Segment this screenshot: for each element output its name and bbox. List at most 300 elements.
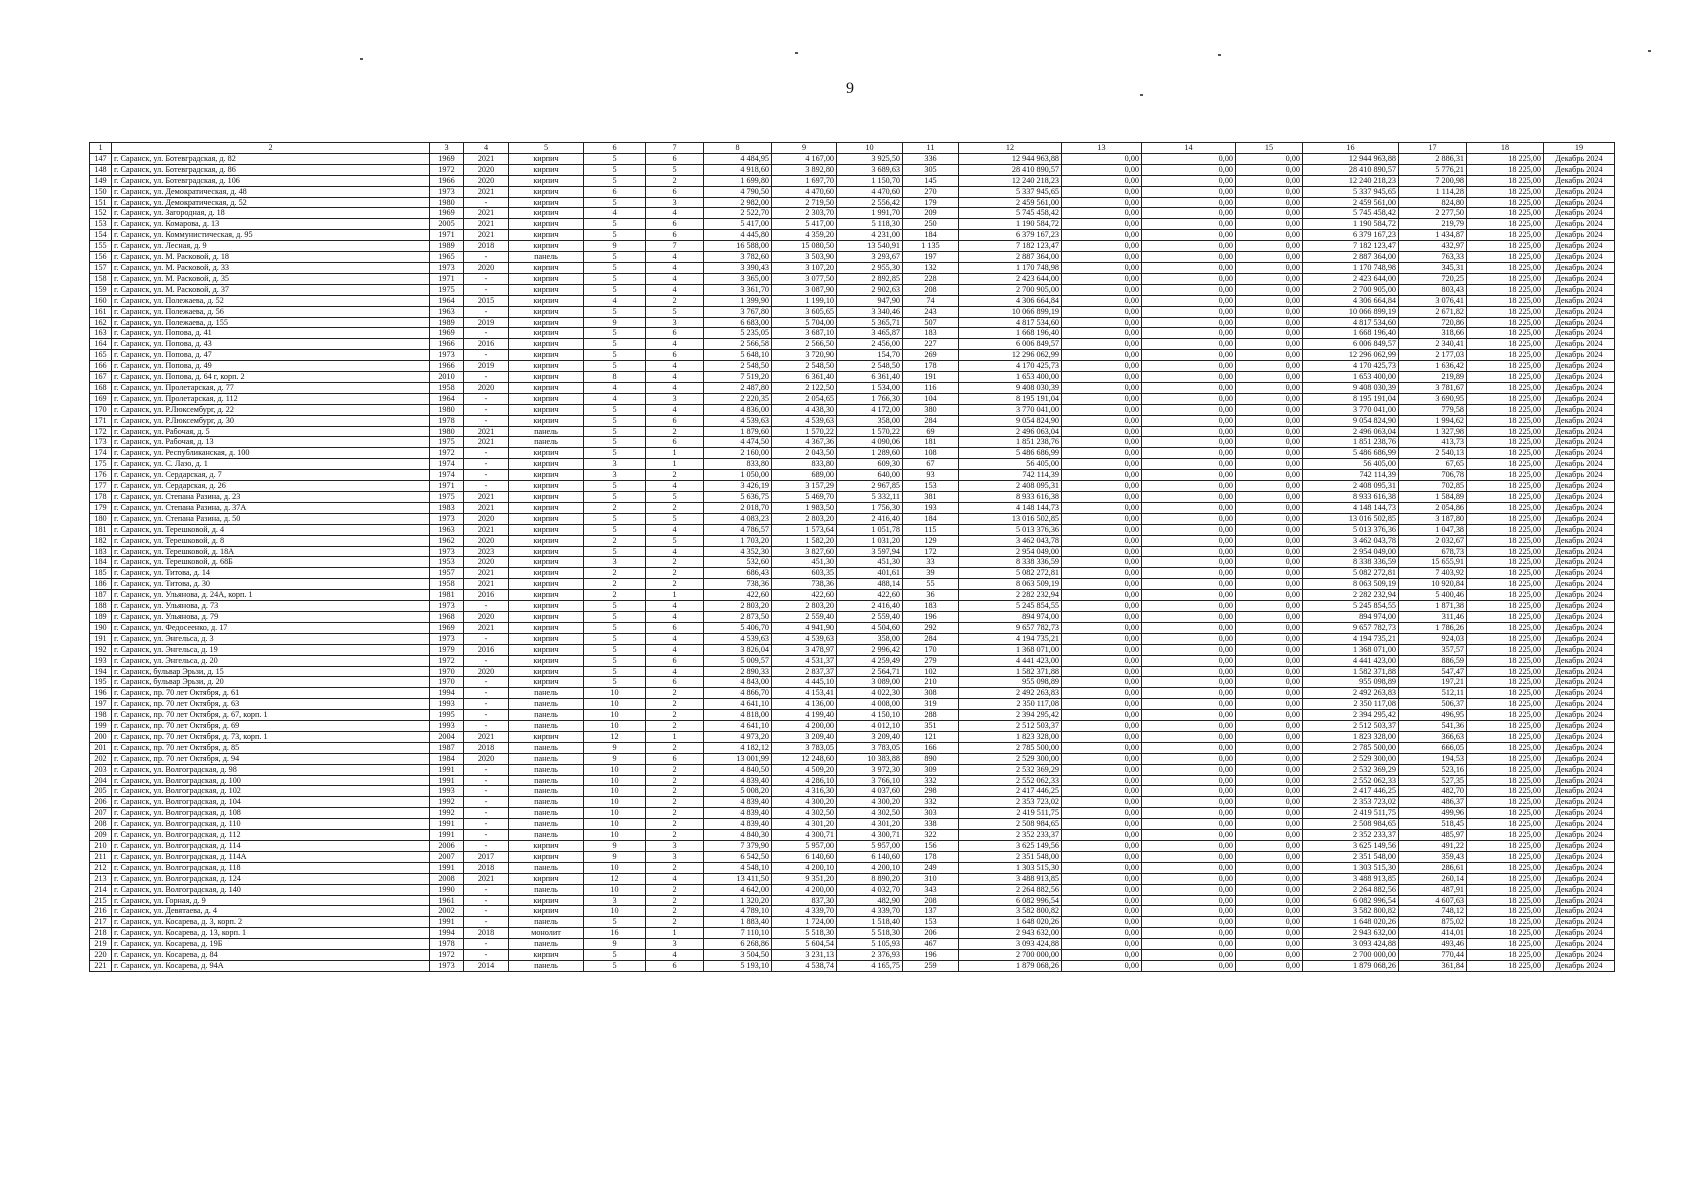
table-cell: 2020 [464,382,509,393]
table-row [90,633,1615,644]
table-cell: 292 [903,622,959,633]
table-cell: кирпич [509,644,584,655]
table-cell: 156 [903,841,959,852]
table-cell: 18 225,00 [1467,546,1544,557]
table-cell: 0,00 [1062,622,1142,633]
table-cell: г. Саранск, ул. Титова, д. 14 [112,568,430,579]
table-cell: 6 006 849,57 [1303,339,1399,350]
table-cell: 0,00 [1142,960,1236,971]
table-cell: 209 [90,830,112,841]
table-cell: 2 559,40 [837,611,903,622]
table-cell: 148 [90,164,112,175]
table-cell: 0,00 [1142,688,1236,699]
table-cell: 18 225,00 [1467,382,1544,393]
table-cell: 270 [903,186,959,197]
table-cell: 2 492 263,83 [1303,688,1399,699]
table-cell: 0,00 [1236,197,1303,208]
table-cell: 18 225,00 [1467,819,1544,830]
table-cell: Декабрь 2024 [1544,644,1615,655]
table-cell: г. Саранск, ул. Попова, д. 49 [112,361,430,372]
table-cell: 4 839,40 [704,775,772,786]
table-cell: Декабрь 2024 [1544,851,1615,862]
table-cell: 451,30 [837,557,903,568]
table-cell: 4 817 534,60 [959,317,1062,328]
table-cell: 3 077,50 [772,273,837,284]
table-cell: 0,00 [1236,295,1303,306]
table-cell: 3 231,13 [772,950,837,961]
table-cell: 2021 [464,426,509,437]
table-cell: 1 534,00 [837,382,903,393]
table-cell: 499,96 [1399,808,1467,819]
table-cell: 18 225,00 [1467,601,1544,612]
table-cell: г. Саранск, ул. Комарова, д. 13 [112,219,430,230]
table-cell: 4 037,60 [837,786,903,797]
table-row [90,350,1615,361]
table-cell: 2 376,93 [837,950,903,961]
table-cell: кирпич [509,655,584,666]
table-cell: 210 [90,841,112,852]
table-cell: 1 756,30 [837,502,903,513]
table-cell: г. Саранск, пр. 70 лет Октября, д. 85 [112,742,430,753]
table-cell: 0,00 [1236,601,1303,612]
table-cell: панель [509,764,584,775]
column-number-11: 11 [903,143,959,154]
table-cell: 1 879 068,26 [959,960,1062,971]
table-cell: 4 [584,382,646,393]
table-cell: 269 [903,350,959,361]
table-cell: 108 [903,448,959,459]
table-cell: 179 [903,197,959,208]
table-cell: 7 110,10 [704,928,772,939]
table-cell: 0,00 [1062,350,1142,361]
table-cell: 359,43 [1399,851,1467,862]
table-cell: 2 532 369,29 [1303,764,1399,775]
table-cell: 1 [646,731,704,742]
table-cell: 10 [584,906,646,917]
table-cell: 18 225,00 [1467,960,1544,971]
table-cell: 2021 [464,437,509,448]
table-cell: г. Саранск, ул. Волгоградская, д. 110 [112,819,430,830]
table-cell: 0,00 [1236,252,1303,263]
table-cell: 5 518,30 [772,928,837,939]
table-cell: - [464,939,509,950]
table-cell: 0,00 [1142,742,1236,753]
table-cell: кирпич [509,535,584,546]
table-row [90,786,1615,797]
table-cell: 18 225,00 [1467,252,1544,263]
table-cell: 56 405,00 [1303,459,1399,470]
table-cell: 214 [90,884,112,895]
table-cell: 0,00 [1142,666,1236,677]
table-cell: Декабрь 2024 [1544,819,1615,830]
table-cell: кирпич [509,568,584,579]
table-cell: 5 [584,230,646,241]
table-cell: 3 770 041,00 [959,404,1062,415]
table-cell: 0,00 [1142,841,1236,852]
table-cell: 345,31 [1399,262,1467,273]
table-cell: 18 225,00 [1467,873,1544,884]
table-cell: 5 636,75 [704,492,772,503]
table-cell: 2 522,70 [704,208,772,219]
table-cell: 2 [584,502,646,513]
table-cell: 0,00 [1062,644,1142,655]
table-cell: 2 018,70 [704,502,772,513]
table-cell: г. Саранск, ул. Косарева, д. 84 [112,950,430,961]
table-cell: 2 [646,906,704,917]
table-cell: Декабрь 2024 [1544,153,1615,164]
table-cell: - [464,372,509,383]
table-cell: 3 361,70 [704,284,772,295]
table-cell: - [464,830,509,841]
table-cell: 4 352,30 [704,546,772,557]
table-cell: 6 542,50 [704,851,772,862]
table-cell: 0,00 [1062,742,1142,753]
column-number-4: 4 [464,143,509,154]
table-cell: 6 [646,622,704,633]
table-cell: 2 803,20 [772,601,837,612]
table-cell: 1 368 071,00 [959,644,1062,655]
table-cell: 2 054,65 [772,393,837,404]
table-cell: Декабрь 2024 [1544,633,1615,644]
table-cell: 0,00 [1236,873,1303,884]
table-cell: 4 484,95 [704,153,772,164]
table-cell: Декабрь 2024 [1544,393,1615,404]
table-cell: 9 408 030,39 [1303,382,1399,393]
table-cell: 5 704,00 [772,317,837,328]
table-cell: Декабрь 2024 [1544,764,1615,775]
table-cell: 137 [903,906,959,917]
table-cell: 3 087,90 [772,284,837,295]
table-cell: 4 172,00 [837,404,903,415]
table-cell: Декабрь 2024 [1544,808,1615,819]
table-cell: 0,00 [1142,339,1236,350]
table-cell: Декабрь 2024 [1544,175,1615,186]
table-cell: 0,00 [1062,841,1142,852]
table-cell: 1953 [430,557,464,568]
table-cell: 2 556,42 [837,197,903,208]
table-cell: - [464,328,509,339]
table-cell: 0,00 [1142,262,1236,273]
table-cell: 491,22 [1399,841,1467,852]
table-cell: 5 957,00 [772,841,837,852]
table-cell: 0,00 [1142,633,1236,644]
table-cell: г. Саранск, бульвар Эрьзи, д. 15 [112,666,430,677]
table-cell: 4 194 735,21 [959,633,1062,644]
table-cell: кирпич [509,731,584,742]
table-cell: 0,00 [1236,928,1303,939]
table-cell: 0,00 [1236,208,1303,219]
table-cell: 6 [646,677,704,688]
table-cell: 18 225,00 [1467,797,1544,808]
table-cell: 487,91 [1399,884,1467,895]
column-number-1: 1 [90,143,112,154]
table-cell: 207 [90,808,112,819]
table-cell: кирпич [509,579,584,590]
table-cell: 742 114,39 [959,470,1062,481]
table-cell: 0,00 [1142,219,1236,230]
table-cell: 1993 [430,786,464,797]
table-cell: 0,00 [1062,153,1142,164]
table-cell: 890 [903,753,959,764]
table-cell: 1975 [430,284,464,295]
table-cell: 3 782,60 [704,252,772,263]
table-cell: г. Саранск, ул. Волгоградская, д. 114А [112,851,430,862]
table-row [90,775,1615,786]
table-cell: 18 225,00 [1467,197,1544,208]
column-number-7: 7 [646,143,704,154]
table-cell: 4 200,10 [837,862,903,873]
table-row [90,393,1615,404]
table-cell: 1981 [430,590,464,601]
table-cell: 1993 [430,699,464,710]
table-cell: 1 050,00 [704,470,772,481]
table-cell: 3 462 043,78 [1303,535,1399,546]
table-cell: 178 [90,492,112,503]
table-cell: Декабрь 2024 [1544,448,1615,459]
table-cell: г. Саранск, ул. Полежаева, д. 52 [112,295,430,306]
table-cell: 1973 [430,350,464,361]
table-cell: 527,35 [1399,775,1467,786]
table-row [90,164,1615,175]
table-cell: 0,00 [1142,175,1236,186]
table-cell: 0,00 [1142,590,1236,601]
table-cell: 3 783,05 [772,742,837,753]
table-cell: г. Саранск, ул. Терешковой, д. 18А [112,546,430,557]
table-cell: 193 [90,655,112,666]
table-cell: 0,00 [1062,328,1142,339]
table-cell: 4 470,60 [837,186,903,197]
table-cell: 194,53 [1399,753,1467,764]
table-cell: кирпич [509,590,584,601]
table-cell: 0,00 [1236,393,1303,404]
table-cell: 8 890,20 [837,873,903,884]
table-cell: 132 [903,262,959,273]
table-cell: 0,00 [1062,470,1142,481]
table-cell: 149 [90,175,112,186]
table-cell: Декабрь 2024 [1544,579,1615,590]
table-cell: 523,16 [1399,764,1467,775]
table-row [90,928,1615,939]
table-cell: 1994 [430,928,464,939]
table-cell: Декабрь 2024 [1544,557,1615,568]
table-cell: 175 [90,459,112,470]
table-cell: 2 394 295,42 [959,710,1062,721]
table-cell: 5 337 945,65 [1303,186,1399,197]
table-cell: 172 [90,426,112,437]
table-cell: 2015 [464,295,509,306]
table-cell: 706,78 [1399,470,1467,481]
table-cell: 3 597,94 [837,546,903,557]
table-cell: кирпич [509,557,584,568]
table-cell: 5 245 854,55 [1303,601,1399,612]
table-cell: 0,00 [1236,797,1303,808]
table-cell: 4 008,00 [837,699,903,710]
table-cell: 4 843,00 [704,677,772,688]
table-cell: 4 [646,372,704,383]
table-cell: 5 486 686,99 [959,448,1062,459]
table-cell: 0,00 [1236,262,1303,273]
table-cell: панель [509,688,584,699]
table-cell: 0,00 [1236,906,1303,917]
table-cell: 5 745 458,42 [959,208,1062,219]
table-cell: 4 [646,633,704,644]
table-cell: 3 689,63 [837,164,903,175]
table-cell: 4 231,00 [837,230,903,241]
table-cell: 1 570,22 [772,426,837,437]
table-cell: 414,01 [1399,928,1467,939]
table-cell: 3 582 800,82 [959,906,1062,917]
table-cell: 2 [646,470,704,481]
table-cell: 2 700 905,00 [959,284,1062,295]
table-cell: - [464,470,509,481]
table-cell: 1 190 584,72 [1303,219,1399,230]
table-cell: 9 [584,241,646,252]
table-cell: 153 [903,917,959,928]
table-cell: 5 [584,306,646,317]
table-cell: г. Саранск, ул. Терешковой, д. 4 [112,524,430,535]
table-cell: 0,00 [1236,950,1303,961]
table-cell: 0,00 [1142,197,1236,208]
table-cell: 4 790,50 [704,186,772,197]
table-cell: - [464,819,509,830]
table-cell: 18 225,00 [1467,175,1544,186]
table-row [90,579,1615,590]
table-cell: 2 353 723,02 [1303,797,1399,808]
table-cell: 2 419 511,75 [959,808,1062,819]
table-cell: Декабрь 2024 [1544,546,1615,557]
table-cell: 2 459 561,00 [959,197,1062,208]
table-cell: 4 607,63 [1399,895,1467,906]
table-cell: 1979 [430,644,464,655]
table-cell: кирпич [509,153,584,164]
table-cell: г. Саранск, ул. Косарева, д. 13, корп. 1 [112,928,430,939]
table-cell: 8 933 616,38 [959,492,1062,503]
table-cell: 0,00 [1062,175,1142,186]
table-cell: 1958 [430,382,464,393]
table-cell: 18 225,00 [1467,404,1544,415]
table-cell: 6 082 996,54 [1303,895,1399,906]
table-cell: 5 [584,546,646,557]
table-cell: г. Саранск, ул. Волгоградская, д. 112 [112,830,430,841]
table-cell: Декабрь 2024 [1544,350,1615,361]
table-cell: 1969 [430,622,464,633]
table-cell: Декабрь 2024 [1544,524,1615,535]
table-cell: 2021 [464,208,509,219]
table-cell: 666,05 [1399,742,1467,753]
table-cell: 2021 [464,492,509,503]
table-cell: 6 [584,186,646,197]
table-cell: панель [509,797,584,808]
table-cell: 211 [90,851,112,862]
table-cell: 1 518,40 [837,917,903,928]
table-cell: 1973 [430,546,464,557]
table-cell: 2 032,67 [1399,535,1467,546]
table-cell: г. Саранск, пр. 70 лет Октября, д. 94 [112,753,430,764]
table-cell: 160 [90,295,112,306]
table-cell: 4 539,63 [772,633,837,644]
table-cell: 1969 [430,153,464,164]
table-cell: 1 786,26 [1399,622,1467,633]
table-cell: 4 445,10 [772,677,837,688]
table-cell: 2017 [464,851,509,862]
table-cell: г. Саранск, ул. Р.Люксембург, д. 30 [112,415,430,426]
table-row [90,186,1615,197]
table-cell: 2 837,37 [772,666,837,677]
table-cell: 177 [90,481,112,492]
table-cell: 9 [584,841,646,852]
table-cell: 4 918,60 [704,164,772,175]
table-cell: 0,00 [1062,208,1142,219]
table-cell: панель [509,437,584,448]
table-cell: кирпич [509,175,584,186]
table-cell: 0,00 [1062,295,1142,306]
table-cell: 259 [903,960,959,971]
table-cell: 0,00 [1062,524,1142,535]
table-cell: 5 [584,492,646,503]
table-cell: 197 [90,699,112,710]
table-cell: 190 [90,622,112,633]
table-cell: 5 009,57 [704,655,772,666]
table-cell: 1991 [430,764,464,775]
table-cell: Декабрь 2024 [1544,797,1615,808]
table-cell: 2 350 117,08 [959,699,1062,710]
table-cell: кирпич [509,393,584,404]
table-cell: 4 866,70 [704,688,772,699]
table-cell: панель [509,786,584,797]
table-cell: панель [509,426,584,437]
table-cell: 332 [903,797,959,808]
table-cell: г. Саранск, ул. Сердарская, д. 7 [112,470,430,481]
table-cell: Декабрь 2024 [1544,611,1615,622]
table-row [90,372,1615,383]
table-row [90,295,1615,306]
table-cell: 2 [646,699,704,710]
table-cell: 4 786,57 [704,524,772,535]
table-cell: 3 390,43 [704,262,772,273]
table-cell: 2 559,40 [772,611,837,622]
table-cell: 422,60 [837,590,903,601]
table-cell: 12 296 062,99 [1303,350,1399,361]
table-cell: 18 225,00 [1467,415,1544,426]
table-cell: 197,21 [1399,677,1467,688]
table-row [90,688,1615,699]
table-cell: 2 [646,808,704,819]
table-cell: 1980 [430,197,464,208]
table-cell: 4 973,20 [704,731,772,742]
table-cell: 260,14 [1399,873,1467,884]
table-cell: - [464,273,509,284]
table-cell: 0,00 [1062,513,1142,524]
table-cell: Декабрь 2024 [1544,622,1615,633]
table-cell: 18 225,00 [1467,633,1544,644]
table-cell: 3 465,87 [837,328,903,339]
table-row [90,502,1615,513]
table-cell: 303 [903,808,959,819]
table-cell: 218 [90,928,112,939]
table-cell: 422,60 [704,590,772,601]
table-row [90,208,1615,219]
table-cell: 0,00 [1062,960,1142,971]
table-cell: панель [509,753,584,764]
table-cell: 6 [646,960,704,971]
table-cell: 0,00 [1062,557,1142,568]
table-cell: 0,00 [1236,317,1303,328]
column-number-18: 18 [1467,143,1544,154]
table-cell: Декабрь 2024 [1544,710,1615,721]
table-cell: 2 954 049,00 [959,546,1062,557]
table-cell: 451,30 [772,557,837,568]
table-cell: 183 [903,601,959,612]
